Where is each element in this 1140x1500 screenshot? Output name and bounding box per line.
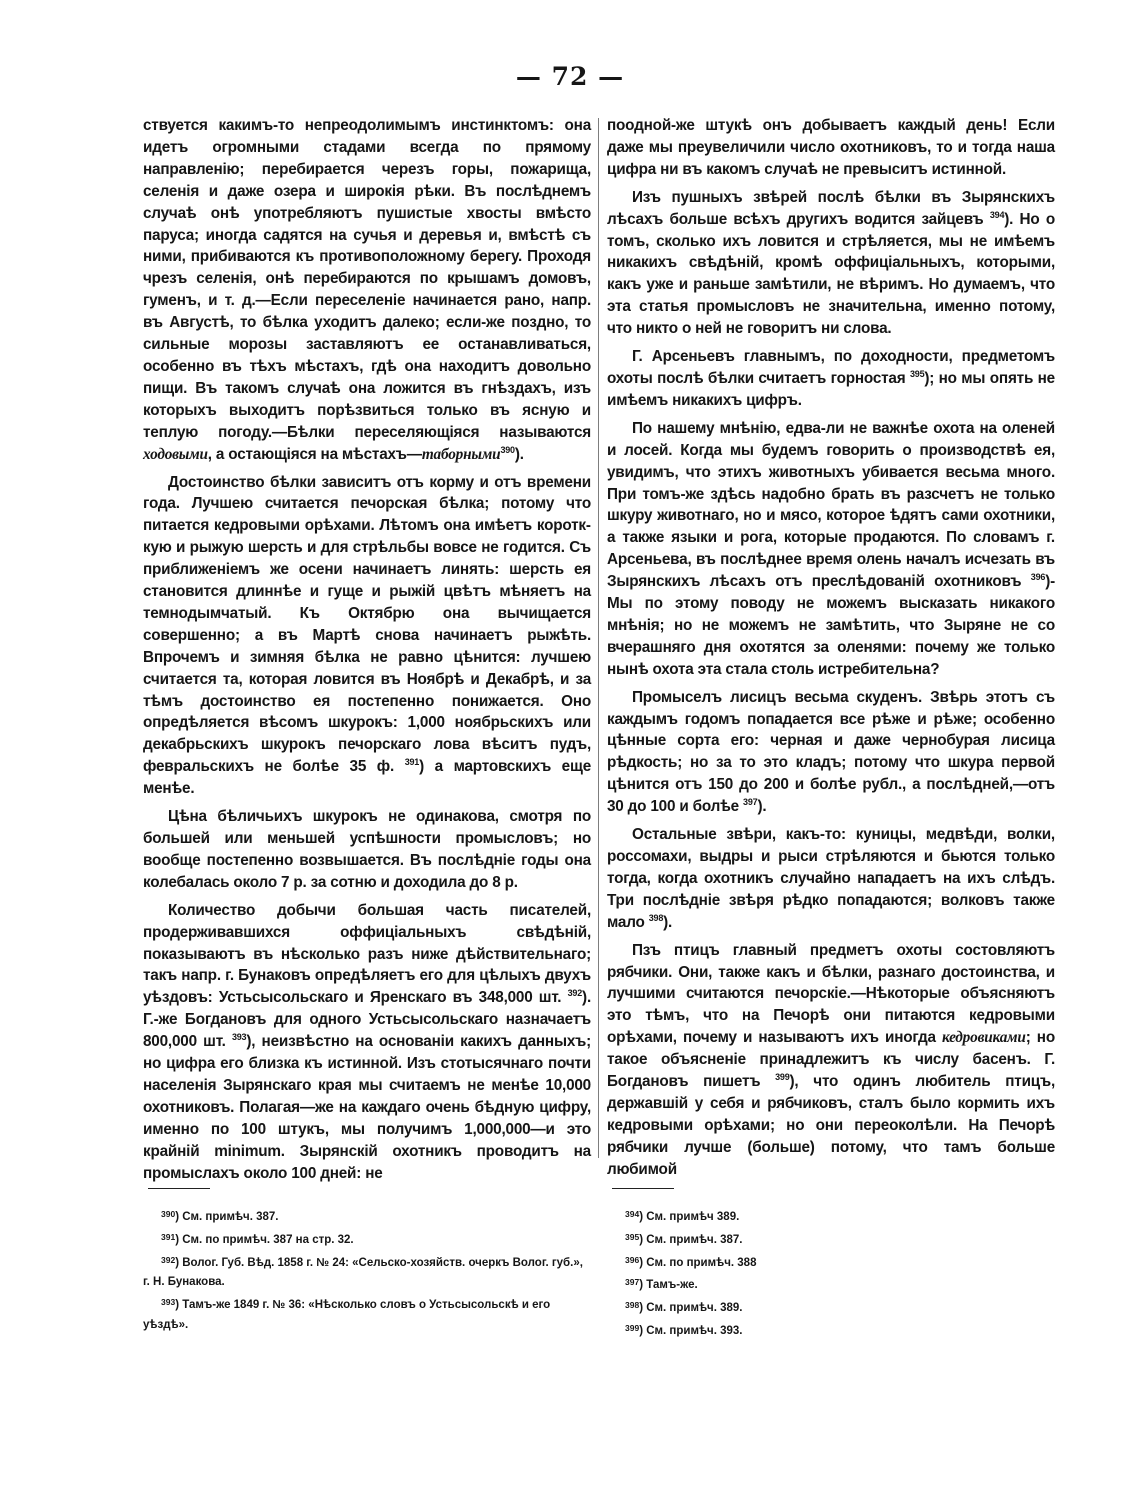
footnote: $^{396}$) См. по примѣч. 388 xyxy=(625,1254,757,1269)
footnotes-right xyxy=(607,1205,1055,1342)
footnote: $^{395}$) См. примѣч. 387. xyxy=(625,1231,743,1246)
footnote: $^{393}$) Тамъ-же 1849 г. № 36: «Нѣсколько словъ о Устьсысольскѣ и его уѣздѣ». xyxy=(143,1297,551,1331)
paragraph: Достоинство бѣлки зависитъ отъ корму и отъ времени года. Лучшею считается печорская бѣлка; потому что питается кедровыми орѣхами. Лѣтомъ она имѣетъ коротккую и рыжую шерсть и для стрѣльбы вовсе не годится. Съ приближеніемъ же осени начинаетъ линять: шерсть ея становится длиннѣе и гуще и рыжій цвѣтъ мѣняетъ на темнодымчатый. Къ Октябрю она вычищается совершенно; а въ Мартѣ снова начинаетъ рыжѣть. Впрочемъ и зимняя бѣлка не равно цѣнится: лучшею считается та, которая ловится въ Ноябрѣ и Декабрѣ, и за тѣмъ достоинство ея постепенно понижается. Оно опредѣляется вѣсомъ шкурокъ: 1,000 ноябрьскихъ или декабрьскихъ шкурокъ печорскаго лова вѣситъ пудъ, февральскихъ не болѣе 35 ф. $^{391}$) а мартовскихъ еще менѣе. xyxy=(143,473,591,798)
paragraph: По нашему мнѣнію, едва-ли не важнѣе охота на оленей и лосей. Когда мы будемъ говорить о производствѣ ея, увидимъ, что этихъ животныхъ убивается весьма много. При томъ-же здѣсь надобно брать въ разсчетъ не только шкуру животнаго, но и мясо, которое ѣдятъ сами охотники, а также языки и рога, которые продаются. По словамъ г. Арсеньева, въ послѣднее время олень началъ исчезать въ Зырянскихъ лѣсахъ отъ преслѣдованій охотниковъ $^{396}$)- Мы по этому поводу не можемъ высказать никакого мнѣнія; но не можемъ не замѣтить, что Зыряне не со вчерашняго дня охотятся за оленями: почему же только нынѣ охота эта стала столь истребительна? xyxy=(607,419,1055,678)
paragraph: Цѣна бѣличьихъ шкурокъ не одинакова, смотря по большей или меньшей успѣшности промысловъ; но вообще постепенно возвышается. Въ послѣдніе годы она колебалась около 7 р. за сотню и доходила до 8 р. xyxy=(143,808,591,891)
footnote-ref: 397 xyxy=(743,797,758,808)
footnote: $^{394}$) См. примѣч 389. xyxy=(625,1209,740,1223)
footnote-ref: 392 xyxy=(567,988,583,999)
page-number: — 72 — xyxy=(515,62,625,91)
footnote-ref: 396 xyxy=(1030,572,1046,583)
footnote-ref: 394 xyxy=(989,209,1005,220)
column-divider xyxy=(598,118,599,1158)
footnotes-left xyxy=(143,1205,591,1336)
footnote: $^{397}$) Тамъ-же. xyxy=(625,1277,698,1292)
paragraph: Остальные звѣри, какъ-то: куницы, медвѣди, волки, россомахи, выдры и рыси стрѣляются и бьются только тогда, когда охотникъ случайно нападаетъ на ихъ слѣдъ. Три послѣдніе звѣря рѣдко попадаются; волковъ также мало $^{398}$). xyxy=(607,826,1055,931)
left-column xyxy=(143,115,591,1191)
footnote: $^{390}$) См. примѣч. 387. xyxy=(161,1209,279,1223)
paragraph: ствуется какимъ-то непреодолимымъ инстинктомъ: она идетъ огромными стадами всегда по прямому направленію; перебирается черезъ горы, пожарища, селенія и даже озера и широкія рѣки. Въ послѣднемъ случаѣ онѣ употребляютъ пушистые хвосты вмѣсто паруса; иногда садятся на сучья и деревья и, вмѣстѣ съ ними, прибиваются къ противоположному берегу. Проходя чрезъ селенія, онѣ перебираются по крышамъ домовъ, гуменъ, и т. д.—Если переселеніе начинается рано, напр. въ Августѣ, то бѣлка уходитъ далеко; если-же поздно, то сильные морозы заставляютъ ее останавливаться, особенно въ тѣхъ мѣстахъ, гдѣ она находитъ довольно пищи. Въ такомъ случаѣ она ложится въ гнѣздахъ, изъ которыхъ выходитъ порѣзвиться только въ ясную и теплую погоду.—Бѣлки переселяющіяся называются ходовыми, а остающіяся на мѣстахъ—таборными$^{390}$). xyxy=(143,117,591,463)
paragraph: Промыселъ лисицъ весьма скуденъ. Звѣрь этотъ съ каждымъ годомъ попадается все рѣже и рѣже; особенно цѣнные сорта его: черная и даже чернобурая лисица рѣдкость; но за то это кладъ; потому что шкура первой цѣнится отъ 150 до 200 и болѣе рубл., а послѣдней,—отъ 30 до 100 и болѣе $^{397}$). xyxy=(607,688,1055,816)
footnote-ref: 393 xyxy=(231,1032,247,1043)
footnote-ref: 398 xyxy=(648,912,664,923)
footnote: $^{398}$) См. примѣч. 389. xyxy=(625,1300,743,1315)
footnote-separator xyxy=(148,1188,210,1189)
paragraph: поодной-же штукѣ онъ добываетъ каждый день! Если даже мы преувеличили число охотниковъ, то и тогда наша цифра ни въ какомъ случаѣ не превыситъ истинной. xyxy=(607,117,1055,178)
right-column xyxy=(607,115,1055,1187)
paragraph: Пзъ птицъ главный предметъ охоты состовляютъ рябчики. Они, также какъ и бѣлки, разнаго достоинства, и лучшими считаются печорскіе.—Нѣкоторые объясняютъ это тѣмъ, что на Печорѣ они питаются кедровыми орѣхами, почему и называютъ ихъ иногда кедровиками; но такое объясненіе принадлежитъ къ числу басенъ. Г. Богдановъ пишетъ $^{399}$), что одинъ любитель птицъ, державшій у себя и рябчиковъ, сталъ было кормить ихъ кедровыми орѣхами; но они переоколѣли. На Печорѣ рябчики лучше (больше) потому, что тамъ больше любимой xyxy=(607,941,1055,1178)
paragraph: Изъ пушныхъ звѣрей послѣ бѣлки въ Зырянскихъ лѣсахъ больше всѣхъ другихъ водится зайцевъ $^{394}$). Но о томъ, сколько ихъ ловится и стрѣляется, мы не имѣемъ никакихъ свѣдѣній, кромѣ оффиціальныхъ, которыми, какъ уже и раньше замѣтили, не вѣримъ. Но думаемъ, что эта статья промысловъ не значительна, именно потому, что никто о ней не говоритъ ни слова. xyxy=(607,188,1055,338)
footnote: $^{399}$) См. примѣч. 393. xyxy=(625,1322,743,1337)
footnote: $^{392}$) Волог. Губ. Вѣд. 1858 г. № 24: «Сельско-хозяйств. очеркъ Волог. губ.», г. Н. Бунакова. xyxy=(143,1254,583,1289)
footnote-ref: 399 xyxy=(775,1072,790,1083)
footnote-ref: 390 xyxy=(500,444,515,455)
footnote-ref: 391 xyxy=(404,757,420,768)
footnote-separator xyxy=(612,1188,674,1189)
paragraph: Г. Арсеньевъ главнымъ, по доходности, предметомъ охоты послѣ бѣлки считаетъ горностая $^{395}$); но мы опять не имѣемъ никакихъ цифръ. xyxy=(607,348,1055,409)
footnote-ref: 395 xyxy=(909,368,925,379)
footnote: $^{391}$) См. по примѣч. 387 на стр. 32. xyxy=(161,1231,354,1246)
paragraph: Количество добычи большая часть писателей, продерживавшихся оффиціальныхъ свѣдѣній, показываютъ въ нѣсколько разъ ниже дѣйствительнаго; такъ напр. г. Бунаковъ опредѣляетъ его для цѣлыхъ двухъ уѣздовъ: Устьсысольскаго и Яренскаго въ 348,000 шт. $^{392}$). Г.-же Богдановъ для одного Устьсысольскаго назначаетъ 800,000 шт. $^{393}$), неизвѣстно на основаніи какихъ данныхъ; но цифра его близка къ истинной. Изъ стотысячнаго почти населенія Зырянскаго края мы считаемъ не менѣе 10,000 охотниковъ. Полагая—же на каждаго очень бѣдную цифру, именно по 100 штукъ, мы получимъ 1,000,000—и это крайній minimum. Зырянскій охотникъ проводитъ на промыслахъ около 100 дней: не xyxy=(143,901,591,1182)
